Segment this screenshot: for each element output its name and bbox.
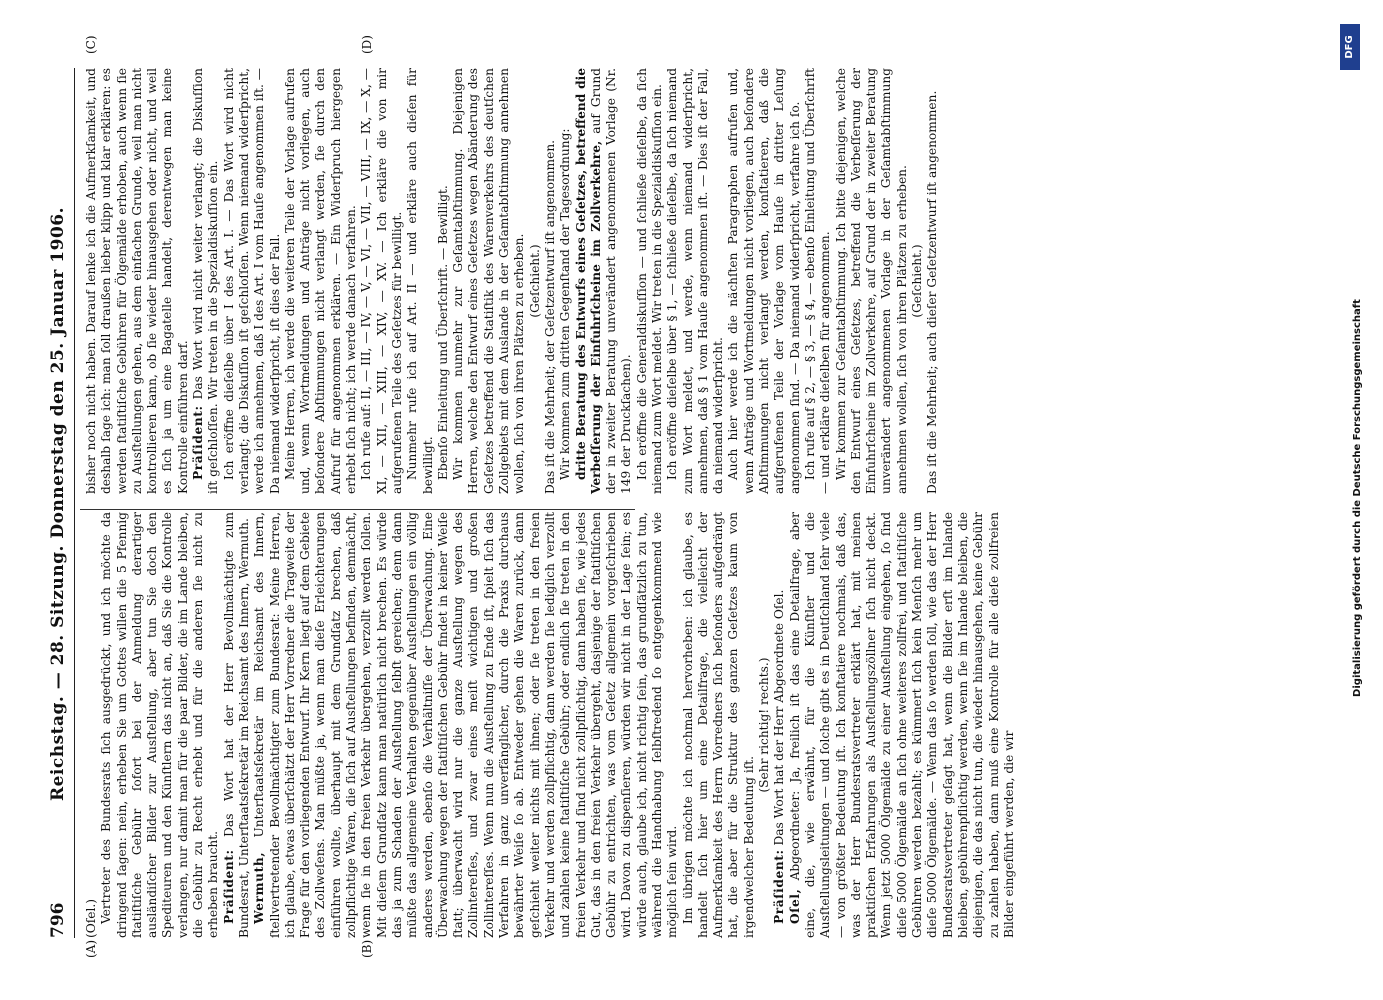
paragraph: Ich eröffne dieſelbe über I des Art. I. — Das Wort wird nicht verlangt; die Diskuſſion iſt geſchloſſen. Wenn niemand widerſpricht, werde ich annehmen, daß I des Art. I vom Hauſe angenommen iſt. — Da niemand widerſpricht, iſt dies der Fall. (221, 68, 282, 494)
dfg-logo: DFG (1340, 24, 1360, 70)
speech-text: Unterſtaatsſekretär im Reichsamt des Innern, ſtellvertretender Bevollmächtigter zum Bundesrat: Meine Herren, ich glaube, etwas überſchätzt der Herr Vorredner die Tragweite der Frage für den vorliegenden Entwurf. Ihr Kern liegt auf dem Gebiete des Zollweſens. Man müßte ja, wenn man dieſe Erleichterungen einführen wollte, überhaupt mit dem Grundſatz brechen, daß zollpflichtige Waren, die ſich auf Ausſtellungen befinden, demnächſt, wenn ſie in den freien Verkehr übergehen, verzollt werden ſollen. Mit dieſem Grundſatz kann man natürlich nicht brechen. Es würde das ja zum Schaden der Ausſtellung ſelbſt gereichen; denn dann müßte das allgemeine Verhalten gegenüber Ausſtellungen ein völlig anderes werden, ebenſo die Verhältniſſe der Überwachung. Eine Überwachung wegen der ſtatiſtiſchen Gebühr findet in keiner Weiſe ſtatt; überwacht wird nur die ganze Ausſtellung wegen des Zollintereſſes, und zwar eines meiſt wichtigen und großen Zollintereſſes. Wenn nun die Ausſtellung zu Ende iſt, ſpielt ſich das Verfahren in ganz unverfänglicher, durch die Praxis durchaus bewährter Weiſe ſo ab. Entweder gehen die Waren zurück, dann geſchieht weiter nichts mit ihnen; oder ſie treten in den freien Verkehr und werden zollpflichtig, dann werden ſie lediglich verzollt und zahlen keine ſtatiſtiſche Gebühr; oder endlich ſie treten in den freien Verkehr und ſind nicht zollpflichtig, dann haben ſie, wie jedes Gut, das in den freien Verkehr übergeht, dasjenige der ſtatiſtiſchen Gebühr zu entrichten, was vom Geſetz allgemein vorgeſchrieben wird. Davon zu dispenſieren, würden wir nicht in der Lage ſein; es würde auch, glaube ich, nicht richtig ſein, das grundſätzlich zu tun, während die Handhabung ſelbſtredend ſo entgegenkommend wie möglich ſein wird. (252, 512, 680, 938)
margin-letter-a: (A) (84, 939, 98, 958)
speaker-name: Wermuth, (252, 851, 267, 924)
interjection: (Geſchieht.) (527, 244, 542, 318)
paragraph: Ich rufe auf § 2, — § 3, — § 4, — ebenſo Einleitung und Überſchrift — und erkläre dieſelben für angenommen. (802, 68, 833, 494)
speech-paragraph (222, 512, 253, 938)
page-number: 796 (48, 902, 68, 938)
paragraph: Nunmehr rufe ich auf Art. II — und erkläre auch dieſen für bewilligt. (405, 68, 435, 494)
margin-letter-b: (B) (360, 939, 374, 958)
paragraph: Vertreter des Bundesrats ſich ausgedrückt, und ich möchte da dringend ſagen: nein, erheben Sie um Gottes willen die 5 Pfennig ſtatiſtiſche Gebühr ſofort bei der Anmeldung derartiger ausländiſcher Bilder zur Ausſtellung, aber tun Sie doch den Spediteuren und den Künſtlern das nicht an, daß Sie die Kontrolle verlangen, nur damit man für die paar Bilder, die im Lande bleiben, die Gebühr zu Recht erhebt und für die anderen ſie nicht zu erheben braucht. (99, 512, 221, 938)
paragraph: Auch hier werde ich die nächſten Paragraphen aufrufen und, wenn Anträge und Wortmeldungen nicht vorliegen, auch beſondere Abſtimmungen nicht verlangt werden, konſtatieren, daß die aufgerufenen Teile der Vorlage vom Hauſe in dritter Leſung angenommen ſind. — Da niemand widerſpricht, verfahre ich ſo. (726, 68, 802, 494)
running-title: Reichstag. — 28. Sitzung. Donnerstag den 25. Januar 1906. (48, 206, 68, 802)
paragraph: bisher noch nicht haben. Darauf lenke ich die Aufmerkſamkeit, und deshalb ſage ich: man ſoll draußen lieber klipp und klar erklären: es werden ſtatiſtiſche Gebühren für Ölgemälde erhoben, auch wenn ſie zu Ausſtellungen gehen, aus dem einfachen Grunde, weil man nicht kontrollieren kann, ob ſie wieder hinausgehen oder nicht, und weil es ſich ja um eine Bagatelle handelt, derentwegen man keine Kontrolle einführen darf. (84, 68, 190, 494)
speech-text: Das Wort hat der Herr Bevollmächtigte zum Bundesrat, Unterſtaatsſekretär im Reichsamt des Innern, Wermuth. (221, 512, 251, 938)
agenda-item (574, 68, 635, 494)
speech-paragraph (191, 68, 222, 494)
interjection: (Sehr richtig! rechts.) (757, 657, 772, 793)
margin-letter-c: (C) (84, 35, 98, 54)
digitization-credit: Digitalisierung gefördert durch die Deutsche Forschungsgemeinschaft (1352, 299, 1363, 697)
speaker-name: Präſident: (191, 405, 206, 480)
margin-letter-d: (D) (360, 35, 374, 54)
paragraph: Wir kommen nunmehr zur Geſamtabſtimmung. Diejenigen Herren, welche den Entwurf eines Geſetzes wegen Abänderung des Geſetzes betreffend die Statiſtik des Warenverkehrs des deutſchen Zollgebiets mit dem Auslande in der Geſamtabſtimmung annehmen wollen, ſich von ihren Plätzen zu erheben. (451, 68, 527, 494)
speech-paragraph (788, 512, 1017, 938)
speech-paragraph (252, 512, 680, 938)
paragraph: Ebenſo Einleitung und Überſchrift. — Bewilligt. (435, 185, 450, 480)
header-rule (74, 68, 75, 938)
paragraph: Ich rufe auf: II, — III, — IV, — V, — VI, — VII, — VIII, — IX, — X, — XI, — XII, — XIII, — XIV, — XV. — Ich erkläre die von mir aufgerufenen Teile des Geſetzes für bewilligt. (359, 68, 404, 494)
speaker-name: Präſident: (221, 849, 236, 924)
paragraph: Ich eröffne die Generaldiskuſſion — und ſchließe dieſelbe, da ſich niemand zum Wort meldet. Wir treten in die Spezialdiskuſſion ein. (634, 68, 664, 494)
paragraph: Meine Herren, ich werde die weiteren Teile der Vorlage aufrufen und, wenn Wortmeldungen und Anträge nicht vorliegen, auch beſondere Abſtimmungen nicht verlangt werden, ſie durch den Aufruf für angenommen erklären. — Ein Widerſpruch hiergegen erhebt ſich nicht; ich werde danach verfahren. (282, 68, 359, 494)
agenda-title: dritte Beratung des Entwurfs eines Geſetzes, betreffend die Verbeſſerung der Einfuhrſcheine im Zollverkehre, (573, 68, 603, 494)
page-header (48, 70, 72, 938)
speaker-name: Präſident: (772, 849, 787, 924)
paragraph: Das iſt die Mehrheit; der Geſetzentwurf iſt angenommen. (542, 139, 557, 494)
left-text-column (84, 512, 1016, 938)
speech-text: Das Wort hat der Herr Abgeordnete Oſel. (772, 589, 787, 850)
paragraph: (Oſel.) (84, 899, 98, 938)
paragraph: Wir kommen zur Geſamtabſtimmung. Ich bitte diejenigen, welche den Entwurf eines Geſetzes, betreffend die Verbeſſerung der Einfuhrſcheine im Zollverkehre, auf Grund der in zweiter Beratung unverändert angenommenen Vorlage in der Geſamtabſtimmung annehmen wollen, ſich von ihren Plätzen zu erheben. (833, 68, 909, 494)
speech-text: Abgeordneter: Ja, freilich iſt das eine Detailfrage, aber eine, die, wie erwähnt, für die Künſtler und die Ausſtellungsleitungen — und ſolche gibt es in Deutſchland ſehr viele — von größter Bedeutung iſt. Ich konſtatiere nochmals, daß das, was der Herr Bundesratsvertreter erklärt hat, mit meinen praktiſchen Erfahrungen als Ausſtellungszöllner ſich nicht deckt. Wenn jetzt 5000 Ölgemälde zu einer Ausſtellung eingehen, ſo ſind dieſe 5000 Ölgemälde an ſich ohne weiteres zollfrei, und ſtatiſtiſche Gebühren werden bezahlt; es kümmert ſich kein Menſch mehr um dieſe 5000 Ölgemälde. — Wenn das ſo werden ſoll, wie das der Herr Bundesratsvertreter geſagt hat, wenn die Bilder erſt im Inlande bleiben, gebührenpflichtig werden, wenn ſie im Inlande bleiben, die diejenigen, die das nicht tun, die wieder hinausgehen, keine Gebühr zu zahlen haben, dann muß eine Kontrolle für alle dieſe zollfreien Bilder eingeführt werden, die wir (787, 512, 1016, 938)
paragraph: Das iſt die Mehrheit; auch dieſer Geſetzentwurf iſt angenommen. (925, 90, 940, 494)
speech-text: Das Wort wird nicht weiter verlangt; die Diskuſſion iſt geſchloſſen. Wir treten in die Spezialdiskuſſion ein. (191, 68, 221, 494)
speech-paragraph (772, 512, 787, 938)
interjection: (Geſchieht.) (910, 244, 925, 318)
paragraph: Wir kommen zum dritten Gegenſtand der Tagesordnung: (558, 128, 573, 480)
paragraph: Ich eröffne dieſelbe über § 1, — ſchließe dieſelbe, da ſich niemand zum Wort meldet, und werde, wenn niemand widerſpricht, annehmen, daß § 1 vom Hauſe angenommen iſt. — Dies iſt der Fall, da niemand widerſpricht. (665, 68, 726, 494)
right-text-column (84, 68, 940, 494)
paragraph: Im übrigen möchte ich nochmal hervorheben: ich glaube, es handelt ſich hier um eine Detailfrage, die vielleicht der Aufmerkſamkeit des Herrn Vorredners ſich beſonders aufgedrängt hat, die aber für die Struktur des ganzen Geſetzes kaum von irgendwelcher Bedeutung iſt. (680, 512, 756, 938)
column-separator (80, 509, 635, 510)
agenda-detail: auf Grund der in zweiter Beratung unverändert angenommenen Vorlage (Nr. 149 der Druckſachen). (588, 68, 634, 494)
speaker-name: Oſel, (787, 888, 802, 924)
